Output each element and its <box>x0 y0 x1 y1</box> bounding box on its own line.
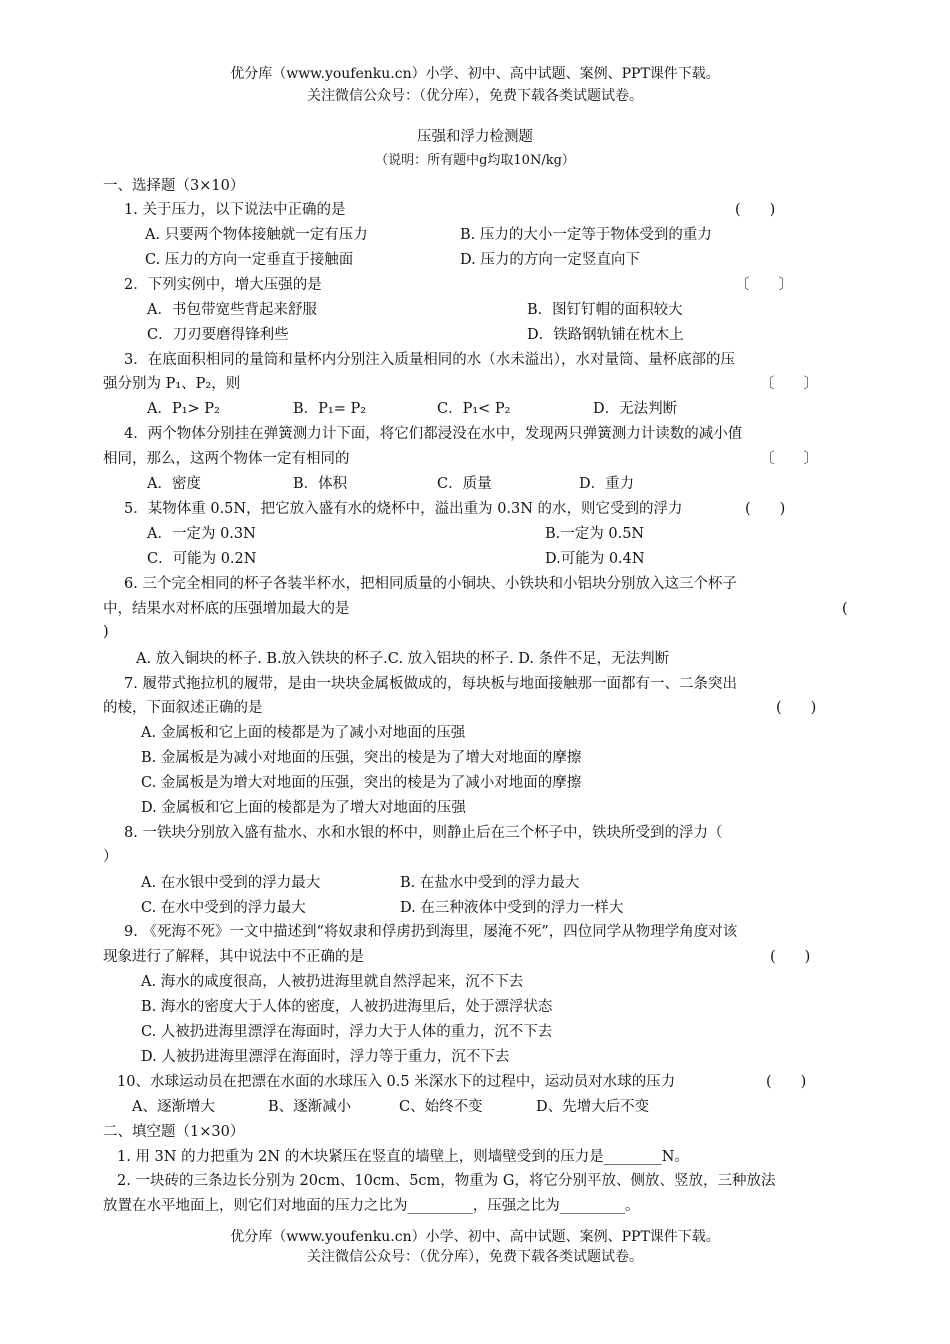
q1-option-a: A. 只要两个物体接触就一定有压力 <box>145 227 368 243</box>
q4-option-b: B．体积 <box>293 476 348 492</box>
fill-1: 1. 用 3N 的力把重为 2N 的木块紧压在竖直的墙壁上，则墙壁受到的压力是________N。 <box>117 1149 689 1165</box>
q8-option-a: A. 在水银中受到的浮力最大 <box>141 875 321 891</box>
q1-stem: 1. 关于压力，以下说法中正确的是 <box>124 202 346 218</box>
q2-option-b: B．图钉钉帽的面积较大 <box>527 302 683 318</box>
fill-2-line-2: 放置在水平地面上，则它们对地面的压力之比为_________，压强之比为_________。 <box>103 1198 640 1214</box>
q2-stem: 2．下列实例中，增大压强的是 <box>124 277 322 293</box>
q10-option-b: B、逐渐减小 <box>268 1099 352 1115</box>
q9-option-b: B. 海水的密度大于人体的密度，人被扔进海里后，处于漂浮状态 <box>141 999 553 1015</box>
q4-option-c: C．质量 <box>437 476 492 492</box>
q4-option-a: A．密度 <box>147 476 201 492</box>
q9-stem-line-1: 9. 《死海不死》一文中描述到“将奴隶和俘虏扔到海里，屡淹不死”，四位同学从物理学角度对该 <box>124 924 738 940</box>
q2-option-c: C．刀刃要磨得锋利些 <box>147 327 289 343</box>
q6-stem-line-1: 6. 三个完全相同的杯子各装半杯水，把相同质量的小铜块、小铁块和小铝块分别放入这三个杯子 <box>124 576 737 592</box>
q3-stem-line-1: 3．在底面积相同的量筒和量杯内分别注入质量相同的水（水未溢出），水对量筒、量杯底部的压 <box>124 352 735 368</box>
q3-option-b: B．P₁= P₂ <box>293 401 367 417</box>
q7-stem-line-1: 7. 履带式拖拉机的履带，是由一块块金属板做成的，每块板与地面接触那一面都有一、二条突出 <box>124 676 737 692</box>
q6-bracket-close: ) <box>103 624 109 640</box>
section-2-title: 二、填空题（1×30） <box>103 1124 245 1140</box>
q5-option-d: D.可能为 0.4N <box>545 551 645 567</box>
q9-option-a: A. 海水的咸度很高，人被扔进海里就自然浮起来，沉不下去 <box>141 974 524 990</box>
q1-answer-bracket: ( ) <box>735 202 776 218</box>
q2-answer-bracket: 〔 〕 <box>735 277 793 293</box>
q6-bracket-open: ( <box>842 601 848 617</box>
q7-stem-line-2: 的棱，下面叙述正确的是 <box>103 700 263 716</box>
footer-line-1: 优分库（www.youfenku.cn）小学、初中、高中试题、案例、PPT课件下载。 <box>230 1229 720 1245</box>
q4-option-d: D．重力 <box>579 476 635 492</box>
q8-option-d: D. 在三种液体中受到的浮力一样大 <box>400 900 624 916</box>
q5-option-c: C．可能为 0.2N <box>147 551 257 567</box>
q3-stem-line-2: 强分别为 P₁、P₂，则 <box>103 376 241 392</box>
q9-answer-bracket: ( ) <box>770 949 811 965</box>
q10-stem: 10、水球运动员在把漂在水面的水球压入 0.5 米深水下的过程中，运动员对水球的压力 <box>117 1074 676 1090</box>
q7-answer-bracket: ( ) <box>776 700 817 716</box>
header-line-1: 优分库（www.youfenku.cn）小学、初中、高中试题、案例、PPT课件下载。 <box>230 66 720 82</box>
q1-option-c: C. 压力的方向一定垂直于接触面 <box>145 252 354 268</box>
header-line-2: 关注微信公众号：（优分库），免费下载各类试题试卷。 <box>307 88 643 104</box>
q7-option-a: A. 金属板和它上面的棱都是为了减小对地面的压强 <box>141 725 466 741</box>
q1-option-b: B. 压力的大小一定等于物体受到的重力 <box>460 227 712 243</box>
q3-answer-bracket: 〔 〕 <box>760 376 818 392</box>
page-note: （说明：所有题中g均取10N/kg） <box>375 153 575 168</box>
fill-2-line-1: 2. 一块砖的三条边长分别为 20cm、10cm、5cm，物重为 G，将它分别平放、侧放、竖放，三种放法 <box>117 1173 776 1189</box>
q5-option-b: B.一定为 0.5N <box>545 526 645 542</box>
q8-option-b: B. 在盐水中受到的浮力最大 <box>400 875 580 891</box>
q9-option-d: D. 人被扔进海里漂浮在海面时，浮力等于重力，沉不下去 <box>141 1049 510 1065</box>
q3-option-a: A．P₁> P₂ <box>147 401 220 417</box>
q10-option-d: D、先增大后不变 <box>536 1099 650 1115</box>
q3-option-d: D．无法判断 <box>593 401 678 417</box>
q10-option-c: C、始终不变 <box>399 1099 483 1115</box>
q4-stem-line-2: 相同，那么，这两个物体一定有相同的 <box>103 451 350 467</box>
q2-option-d: D．铁路钢轨铺在枕木上 <box>527 327 684 343</box>
section-1-title: 一、选择题（3×10） <box>103 178 245 194</box>
q3-option-c: C．P₁< P₂ <box>437 401 511 417</box>
q2-option-a: A．书包带宽些背起来舒服 <box>147 302 317 318</box>
q5-stem: 5．某物体重 0.5N，把它放入盛有水的烧杯中，溢出重为 0.3N 的水，则它受到的浮力 <box>124 501 683 517</box>
page-title: 压强和浮力检测题 <box>417 129 533 145</box>
footer-line-2: 关注微信公众号：（优分库），免费下载各类试题试卷。 <box>307 1249 643 1265</box>
q4-stem-line-1: 4．两个物体分别挂在弹簧测力计下面，将它们都浸没在水中，发现两只弹簧测力计读数的减小值 <box>124 426 743 442</box>
q10-answer-bracket: ( ) <box>766 1074 807 1090</box>
q8-stem-line-1: 8. 一铁块分别放入盛有盐水、水和水银的杯中，则静止后在三个杯子中，铁块所受到的浮力（ <box>124 825 723 841</box>
q8-stem-line-2: ） <box>103 849 118 865</box>
q4-answer-bracket: 〔 〕 <box>760 451 818 467</box>
q5-option-a: A．一定为 0.3N <box>147 526 256 542</box>
q10-option-a: A、逐渐增大 <box>132 1099 215 1115</box>
q6-options: A. 放入铜块的杯子. B.放入铁块的杯子.C. 放入铝块的杯子. D. 条件不足，无法判断 <box>136 651 670 667</box>
q6-stem-line-2: 中，结果水对杯底的压强增加最大的是 <box>103 601 350 617</box>
q5-answer-bracket: ( ) <box>745 501 786 517</box>
q8-option-c: C. 在水中受到的浮力最大 <box>141 900 306 916</box>
q7-option-d: D. 金属板和它上面的棱都是为了增大对地面的压强 <box>141 800 466 816</box>
q9-option-c: C. 人被扔进海里漂浮在海面时，浮力大于人体的重力，沉不下去 <box>141 1024 553 1040</box>
q7-option-b: B. 金属板是为减小对地面的压强，突出的棱是为了增大对地面的摩擦 <box>141 750 582 766</box>
q1-option-d: D. 压力的方向一定竖直向下 <box>460 252 640 268</box>
q7-option-c: C. 金属板是为增大对地面的压强，突出的棱是为了减小对地面的摩擦 <box>141 775 582 791</box>
q9-stem-line-2: 现象进行了解释，其中说法中不正确的是 <box>103 949 364 965</box>
